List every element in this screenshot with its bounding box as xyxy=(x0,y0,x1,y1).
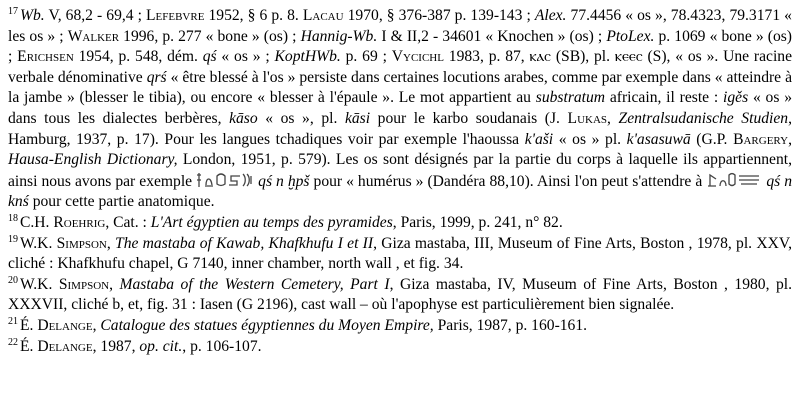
citation-title: Mastaba of the Western Cemetery, Part I xyxy=(119,275,390,293)
author-name: Roehrig xyxy=(53,213,106,231)
text-run: p. 69 ; xyxy=(340,48,392,66)
footnote-21 xyxy=(8,316,792,337)
author-name: Delange xyxy=(37,337,93,355)
text-run: , p. 106-107. xyxy=(182,337,262,355)
text-run: , xyxy=(106,234,116,252)
citation-title: L'Art égyptien au temps des pyramides xyxy=(150,213,393,231)
footnote-number: 17 xyxy=(8,6,18,17)
transliteration: kāso xyxy=(229,109,258,127)
citation-title: Zentralsudanische Studien xyxy=(618,109,789,127)
text-run: « os » dans tous les dialectes berbères, xyxy=(8,89,792,127)
citation-title: The mastaba of Kawab, Khafkhufu I et II xyxy=(115,234,374,252)
text-run: , xyxy=(92,316,101,334)
text-run: , 1987, xyxy=(92,337,140,355)
author-name: Erichsen xyxy=(17,48,74,66)
latin-term: substratum xyxy=(535,89,606,107)
text-run: W.K. xyxy=(20,234,57,252)
coptic-word: ⲕⲁⲥ xyxy=(529,48,551,66)
transliteration: k'asasuwā xyxy=(626,130,691,148)
text-run: É. xyxy=(20,316,38,334)
footnote-18 xyxy=(8,213,792,234)
transliteration: kāsi xyxy=(344,109,371,127)
coptic-word: ⲕⲉⲉⲥ xyxy=(614,48,643,66)
text-run: , Giza mastaba, IV, Museum of Fine Arts, Boston , 1980, pl. XXXVII, cliché b, et, fig. 31 : Iasen (G 2196), cast wall – où l'apophyse est particulièrement bien signalée. xyxy=(8,275,793,314)
citation-title: PtoLex. xyxy=(606,27,655,45)
text-run: É. xyxy=(20,337,38,355)
transliteration: qrś xyxy=(146,68,167,86)
text-run: p. 1069 « bone » (os) ; xyxy=(8,27,792,66)
text-run: , xyxy=(109,275,120,293)
text-run: V, 68,2 - 69,4 ; xyxy=(44,7,147,24)
author-name: Simpson xyxy=(56,234,107,252)
text-run: , Giza mastaba, III, Museum of Fine Arts, Boston , 1978, pl. XXV, cliché : Khafkhufu chapel, G 7140, inner chamber, north wall , et fig. 34. xyxy=(8,234,792,273)
transliteration: k'aši xyxy=(524,130,554,148)
footnote-19 xyxy=(8,234,792,275)
footnote-number: 22 xyxy=(8,336,18,348)
text-run: Paris, 1987, p. 160-161. xyxy=(433,316,588,334)
text-run: , xyxy=(788,130,792,148)
text-run: « os » pl. xyxy=(553,130,627,148)
transliteration: igěs xyxy=(723,89,749,107)
text-run: , xyxy=(607,109,619,127)
text-run: « être blessé à l'os » persiste dans certaines locutions arabes, comme par exemple dans « atteindre à la jambe » (blesser le tibia), ou encore « blesser à l'épaule ». Le mot appartient au xyxy=(8,68,792,107)
transliteration: qś xyxy=(202,48,217,66)
footnote-number: 20 xyxy=(8,274,18,286)
text-run: 1954, p. 548, dém. xyxy=(73,48,203,66)
text-run: 1970, § 376-387 p. 139-143 ; xyxy=(343,7,535,24)
text-run: London, 1951, p. 579). Les os sont désignés par la partie du corps à laquelle ils appartiennent, ainsi nous avons par exemple xyxy=(8,151,792,190)
author-name: Lukas xyxy=(567,109,608,127)
text-run: W.K. xyxy=(20,275,59,293)
citation-title: Hausa-English Dictionary, xyxy=(8,151,178,169)
footnote-17 xyxy=(8,6,792,213)
hieroglyph-tibia-icon xyxy=(706,171,762,189)
author-name: Lefebvre xyxy=(146,7,205,24)
citation-title: Hannig-Wb. xyxy=(300,27,378,45)
transliteration: qś n knś xyxy=(8,172,793,211)
text-run: (G.P. xyxy=(690,130,734,148)
author-name: Vycichl xyxy=(391,48,444,66)
author-name: Walker xyxy=(67,27,120,45)
citation-title: Catalogue des statues égyptiennes du Moyen Empire, xyxy=(100,316,434,334)
author-name: Simpson xyxy=(58,275,110,293)
citation-title: Wb. xyxy=(20,7,45,24)
text-run: (SB), pl. xyxy=(551,48,615,66)
transliteration: qś n ḫpš xyxy=(258,172,310,190)
text-run: , Hamburg, 1937, p. 17). Pour les langues tchadiques voir par exemple l'haoussa xyxy=(8,109,792,148)
text-run: africain, il reste : xyxy=(605,89,724,107)
text-run: (S), « os ». Une racine verbale dénominative xyxy=(8,48,792,86)
text-run: 1983, p. 87, xyxy=(443,48,530,66)
text-run: 77.4456 « os », 78.4323, 79.3171 « les os » ; xyxy=(8,7,792,45)
text-run: , Paris, 1999, p. 241, n° 82. xyxy=(392,213,563,231)
text-run: 1952, § 6 p. 8. xyxy=(204,7,303,24)
footnote-22 xyxy=(8,337,792,358)
text-run: , Cat. : xyxy=(105,213,151,231)
footnote-number: 21 xyxy=(8,315,18,327)
hieroglyph-humerus-icon xyxy=(196,171,254,189)
footnote-20 xyxy=(8,275,792,316)
text-run: « os », pl. xyxy=(257,109,345,127)
citation-title: op. cit. xyxy=(139,337,183,355)
text-run: C.H. xyxy=(20,213,54,231)
author-name: Delange xyxy=(37,316,93,334)
footnote-number: 19 xyxy=(8,233,18,245)
text-run: pour cette partie anatomique. xyxy=(28,193,215,211)
text-run: « os » ; xyxy=(216,48,275,66)
citation-title: KoptHWb. xyxy=(274,48,341,66)
citation-title: Alex. xyxy=(534,7,567,24)
author-name: Bargery xyxy=(733,130,789,148)
text-run: I & II,2 - 34601 « Knochen » (os) ; xyxy=(377,27,607,45)
text-run: 1996, p. 277 « bone » (os) ; xyxy=(119,27,301,45)
footnote-number: 18 xyxy=(8,212,18,224)
text-run: pour « humérus » (Dandéra 88,10). Ainsi l'on peut s'attendre à xyxy=(309,172,707,190)
author-name: Lacau xyxy=(302,7,344,24)
text-run: pour le karbo soudanais (J. xyxy=(370,109,568,127)
